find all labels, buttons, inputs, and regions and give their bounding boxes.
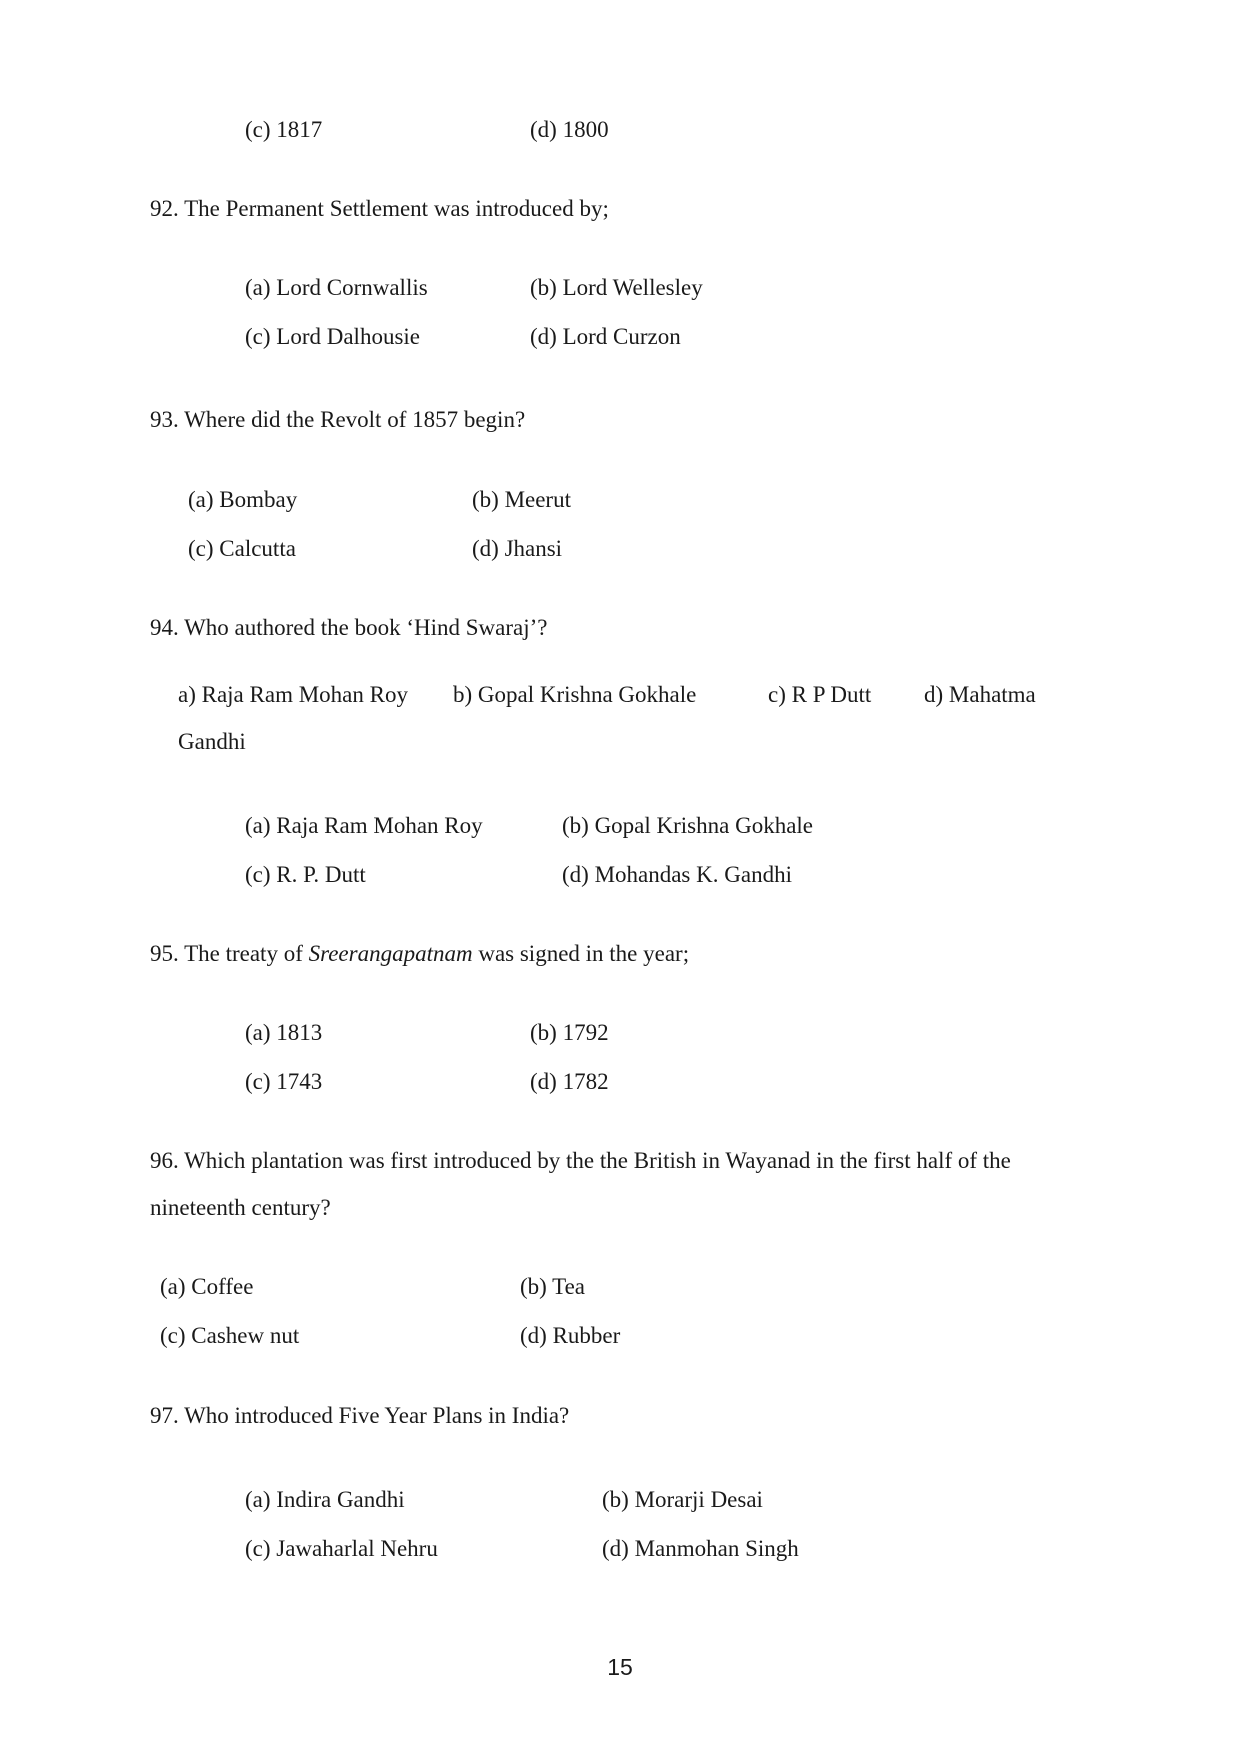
q94-inline-option-c: c) R P Dutt: [768, 682, 872, 707]
q93-option-d: (d) Jhansi: [472, 536, 563, 561]
q94-inline-option-d: d) Mahatma: [924, 682, 1036, 707]
q94-question: 94. Who authored the book ‘Hind Swaraj’?: [150, 615, 548, 640]
q94-option-d: (d) Mohandas K. Gandhi: [562, 862, 792, 887]
q95-option-b: (b) 1792: [530, 1020, 609, 1045]
q94-option-c: (c) R. P. Dutt: [245, 862, 366, 887]
q95-option-c: (c) 1743: [245, 1069, 323, 1094]
q94-inline-option-d-continued: Gandhi: [178, 729, 246, 754]
q93-option-a: (a) Bombay: [188, 487, 298, 512]
q96-option-c: (c) Cashew nut: [160, 1323, 300, 1348]
q92-option-b: (b) Lord Wellesley: [530, 275, 703, 300]
q93-option-c: (c) Calcutta: [188, 536, 296, 561]
q92-question: 92. The Permanent Settlement was introduced by;: [150, 196, 609, 221]
q94-inline-option-a: a) Raja Ram Mohan Roy: [178, 682, 408, 707]
q96-option-b: (b) Tea: [520, 1274, 586, 1299]
q92-option-c: (c) Lord Dalhousie: [245, 324, 420, 349]
q92-option-d: (d) Lord Curzon: [530, 324, 681, 349]
q95-option-a: (a) 1813: [245, 1020, 323, 1045]
q92-option-a: (a) Lord Cornwallis: [245, 275, 428, 300]
page-number: 15: [607, 1654, 633, 1680]
q95-question-prefix: 95. The treaty of: [150, 941, 309, 966]
q97-option-c: (c) Jawaharlal Nehru: [245, 1536, 438, 1561]
q97-option-a: (a) Indira Gandhi: [245, 1487, 405, 1512]
q97-option-b: (b) Morarji Desai: [602, 1487, 763, 1512]
q93-question: 93. Where did the Revolt of 1857 begin?: [150, 407, 526, 432]
q95-question-italic: Sreerangapatnam: [308, 941, 473, 966]
q96-question-line1: 96. Which plantation was first introduced by the the British in Wayanad in the first half of the: [150, 1148, 1011, 1173]
q94-inline-option-b: b) Gopal Krishna Gokhale: [453, 682, 697, 707]
q95-question-suffix: was signed in the year;: [472, 941, 690, 966]
q94-option-b: (b) Gopal Krishna Gokhale: [562, 813, 814, 838]
q95-option-d: (d) 1782: [530, 1069, 609, 1094]
q96-option-a: (a) Coffee: [160, 1274, 254, 1299]
q97-option-d: (d) Manmohan Singh: [602, 1536, 799, 1561]
q91-option-c: (c) 1817: [245, 117, 323, 142]
q94-option-a: (a) Raja Ram Mohan Roy: [245, 813, 483, 838]
q96-question-line2: nineteenth century?: [150, 1195, 331, 1220]
q97-question: 97. Who introduced Five Year Plans in India?: [150, 1403, 570, 1428]
q91-option-d: (d) 1800: [530, 117, 609, 142]
q95-question: [150, 942, 689, 965]
q96-option-d: (d) Rubber: [520, 1323, 621, 1348]
q93-option-b: (b) Meerut: [472, 487, 571, 512]
